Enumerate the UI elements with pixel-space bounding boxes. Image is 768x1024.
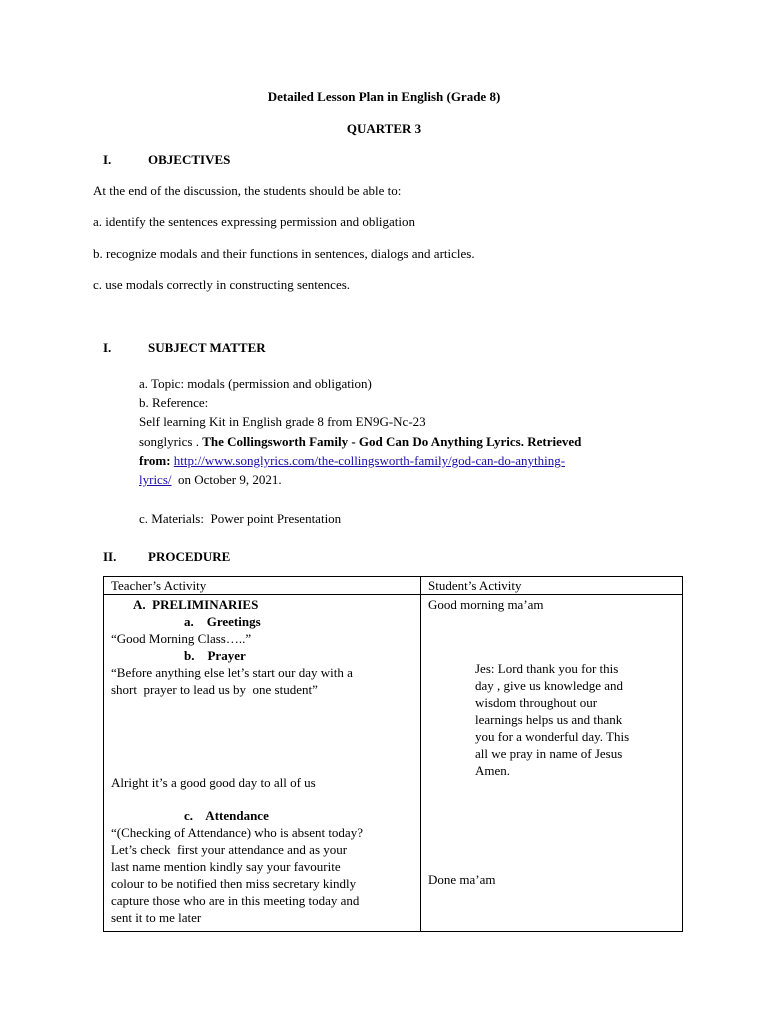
col-header-teacher: Teacher’s Activity — [104, 577, 421, 595]
prayer-line: all we pray in name of Jesus — [475, 746, 623, 761]
prayer-line: you for a wonderful day. This — [475, 729, 630, 744]
reference-2-line2 — [139, 452, 565, 470]
objectives-intro: At the end of the discussion, the students should be able to: — [93, 183, 402, 198]
reference-2-prefix: songlyrics . — [139, 434, 203, 449]
subject-matter-numeral: I. — [103, 340, 112, 355]
preliminaries-heading: A. PRELIMINARIES — [133, 597, 259, 612]
prayer-line: day , give us knowledge and — [475, 678, 624, 693]
procedure-heading: PROCEDURE — [148, 549, 231, 564]
attendance-line: capture those who are in this meeting today and — [111, 893, 360, 908]
reference-2-from: from: — [139, 453, 174, 468]
prayer-line: Jes: Lord thank you for this — [475, 661, 619, 676]
table-header-row — [104, 577, 683, 595]
prayer-line: learnings helps us and thank — [475, 712, 623, 727]
attendance-line: colour to be notified then miss secretary kindly — [111, 876, 357, 891]
procedure-table — [103, 576, 683, 932]
attendance-line: sent it to me later — [111, 910, 202, 925]
prayer-text-2: short prayer to lead us by one student” — [111, 682, 318, 697]
prayer-line: Amen. — [475, 763, 511, 778]
reference-label: b. Reference: — [139, 395, 209, 410]
attendance-line: Let’s check first your attendance and as your — [111, 842, 348, 857]
attendance-line: “(Checking of Attendance) who is absent today? — [111, 825, 363, 840]
attendance-heading: c. Attendance — [184, 808, 269, 823]
greetings-heading: a. Greetings — [184, 614, 261, 629]
objective-item-b: b. recognize modals and their functions in sentences, dialogs and articles. — [93, 246, 475, 261]
reference-link-part1[interactable]: http://www.songlyrics.com/the-collingsworth-family/god-can-do-anything- — [173, 453, 566, 468]
procedure-numeral: II. — [103, 549, 117, 564]
teacher-activity-cell — [104, 595, 421, 932]
table-row — [104, 595, 683, 932]
topic-line: a. Topic: modals (permission and obligation) — [139, 376, 372, 391]
reference-2-line3 — [139, 471, 282, 489]
reference-2-suffix: on October 9, 2021. — [171, 472, 282, 487]
good-day-text: Alright it’s a good good day to all of us — [111, 775, 316, 790]
materials-line: c. Materials: Power point Presentation — [139, 511, 342, 526]
reference-2-line1 — [139, 433, 581, 451]
greetings-text: “Good Morning Class…..” — [111, 631, 252, 646]
col-header-student: Student’s Activity — [421, 577, 683, 595]
done-reply: Done ma’am — [428, 872, 496, 887]
objective-item-a: a. identify the sentences expressing permission and obligation — [93, 214, 416, 229]
reference-1: Self learning Kit in English grade 8 from EN9G-Nc-23 — [139, 414, 426, 429]
subject-matter-heading: SUBJECT MATTER — [148, 340, 266, 355]
objectives-numeral: I. — [103, 152, 112, 167]
student-activity-cell — [421, 595, 683, 932]
reference-link-part2[interactable]: lyrics/ — [139, 472, 172, 487]
prayer-heading: b. Prayer — [184, 648, 246, 663]
document-title: Detailed Lesson Plan in English (Grade 8) — [267, 89, 501, 104]
greeting-reply: Good morning ma’am — [428, 597, 544, 612]
prayer-line: wisdom throughout our — [475, 695, 598, 710]
quarter-label: QUARTER 3 — [346, 121, 422, 136]
objectives-heading: OBJECTIVES — [148, 152, 231, 167]
prayer-text-1: “Before anything else let’s start our day with a — [111, 665, 353, 680]
reference-2-bold: The Collingsworth Family - God Can Do Anything Lyrics. Retrieved — [202, 434, 582, 449]
attendance-line: last name mention kindly say your favourite — [111, 859, 341, 874]
objective-item-c: c. use modals correctly in constructing sentences. — [93, 277, 351, 292]
